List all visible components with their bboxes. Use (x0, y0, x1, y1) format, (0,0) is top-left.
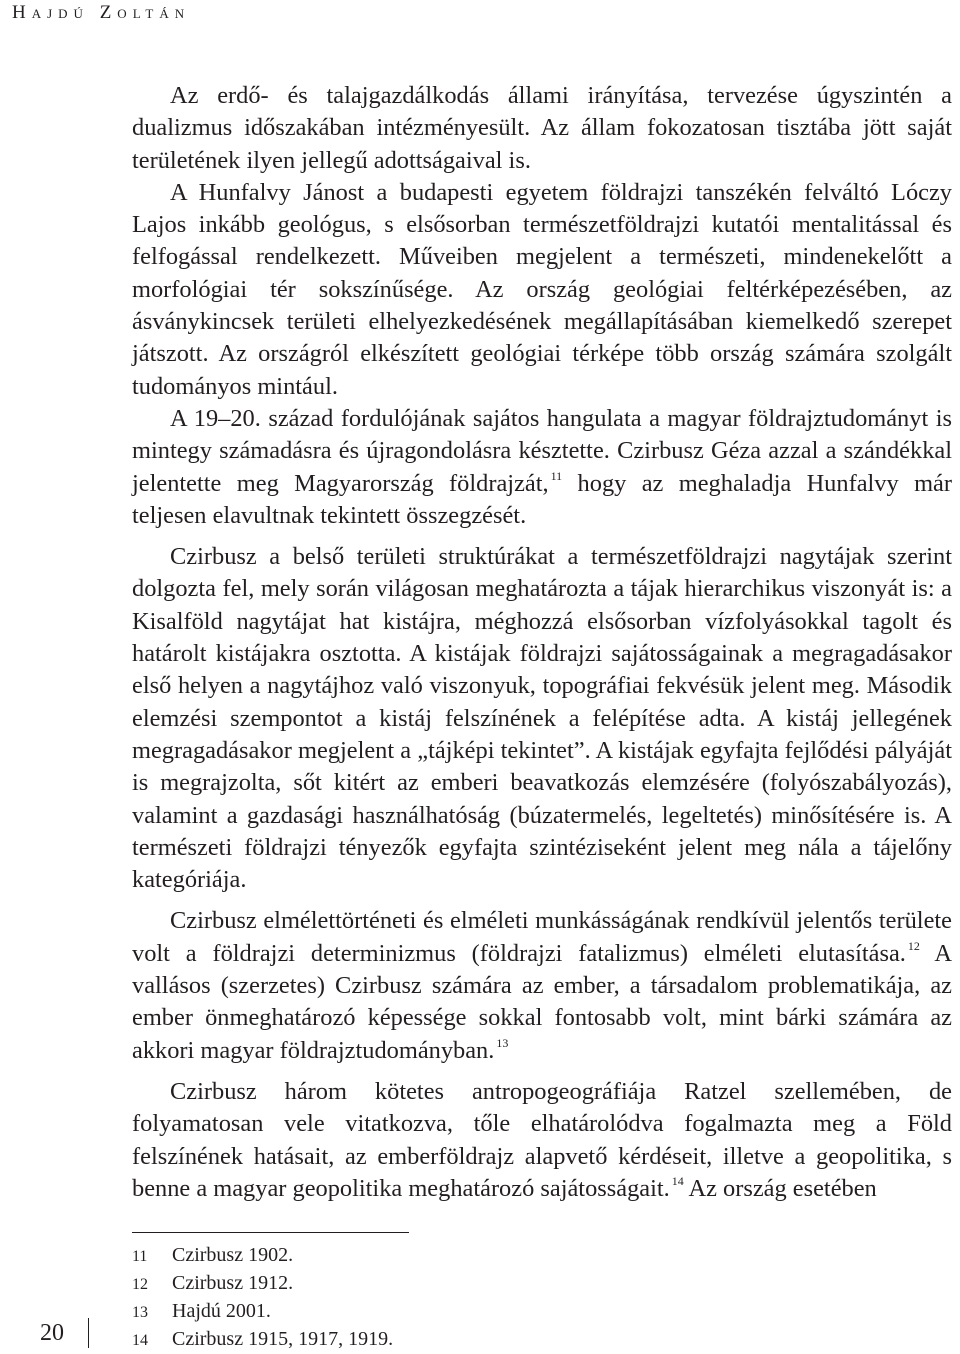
footnote-ref-14[interactable]: 14 (671, 1173, 684, 1188)
paragraph-5-text-a: Czirbusz elmélettörténeti és elméleti munkásságának rendkívül jelentős területe volt a földrajzi determinizmus (földrajzi fatalizmus) elméleti elutasítása. (132, 907, 952, 967)
footnote-item (132, 1326, 393, 1354)
footnote-text: Czirbusz 1915, 1917, 1919. (172, 1328, 394, 1350)
footnote-number: 11 (132, 1248, 148, 1265)
paragraph-3 (132, 403, 952, 532)
paragraph-6-text-b: Az ország esetében (683, 1174, 877, 1202)
paragraph-6 (132, 1076, 952, 1205)
paragraph-2: A Hunfalvy Jánost a budapesti egyetem földrajzi tanszékén felváltó Lóczy Lajos inkább geológus, s elsősorban természetföldrajzi kutatói mentalitással és felfogással rendelkezett. Műveiben megjelent a természeti, mindenekelőtt a morfológiai tér sokszínűsége. Az ország geológiai feltérképezésében, az ásványkincsek területi elhelyezkedésének megállapításában kiemelkedő szerepet játszott. Az országról elkészített geológiai térképe több ország számára szolgált tudományos mintául. (132, 178, 952, 400)
paragraph-4: Czirbusz a belső területi struktúrákat a természetföldrajzi nagytájak szerint dolgozta fel, mely során világosan meghatározta a tájak hierarchikus viszonyát is: a Kisalföld nagytájat hat kistájra, méghozzá elsősorban vízfolyásokkal tagolt és határolt kistájakra osztotta. A kistájak földrajzi sajátosságainak a megragadásakor első helyen a nagytájhoz való viszonyuk, topográfiai fekvésük jelent meg. Második elemzési szempontot a kistáj felszínének a felépítése adta. A kistáj jellegének megragadásakor megjelent a „tájképi tekintet”. A kistájak egyfajta fejlődési pályáját is megrajzolta, sőt kitért az emberi beavatkozás elemzésére (folyószabályozás), valamint a gazdasági használhatóság (búzatermelés, legeltetés) minősítésére is. A természeti földrajzi tényezők egyfajta szintéziseként jelent meg nála a tájelőny kategóriája. (132, 543, 952, 894)
paragraph-5 (132, 905, 952, 1066)
footnote-ref-12[interactable]: 12 (907, 938, 920, 953)
paragraph-3-text-a: A 19–20. század fordulójának sajátos hangulata a magyar földrajztudományt is mintegy számadásra és újragondolásra késztette. Czirbusz Géza azzal a szándékkal jelentette meg Magyarország földrajzát, (132, 404, 952, 497)
footnote-number: 14 (132, 1332, 148, 1349)
footnote-text: Czirbusz 1902. (172, 1244, 294, 1266)
footnote-text: Hajdú 2001. (172, 1300, 271, 1322)
footnote-item (132, 1298, 393, 1326)
footnote-number: 12 (132, 1276, 148, 1293)
page-number: 20 (40, 1320, 64, 1346)
footnote-number: 13 (132, 1304, 148, 1321)
footnote-item (132, 1270, 393, 1298)
paragraph-3-text-b: hogy az meghaladja Hunfalvy már teljesen elavultnak tekintett összegzését. (132, 469, 952, 529)
footnote-ref-13[interactable]: 13 (496, 1035, 509, 1050)
running-head: Hajdú Zoltán (12, 2, 191, 23)
footnote-item (132, 1242, 393, 1270)
footnote-divider (132, 1232, 409, 1233)
footnotes (132, 1242, 393, 1354)
paragraph-5-text-b: A vallásos (szerzetes) Czirbusz számára az ember, a társadalom problematikája, az ember önmeghatározó képessége sokkal fontosabb volt, mint bárki számára az akkori magyar földrajztudományban. (132, 939, 952, 1064)
footnote-ref-11[interactable]: 11 (550, 468, 563, 483)
body-text (132, 80, 952, 1205)
paragraph-6-text-a: Czirbusz három kötetes antropogeográfiája Ratzel szellemében, de folyamatosan vele vitatkozva, tőle elhatárolódva fogalmazta meg a Föld felszínének hatásait, az emberföldrajz alapvető kérdéseit, illetve a geopolitika, s benne a magyar geopolitika meghatározó sajátosságait. (132, 1077, 952, 1202)
paragraph-1: Az erdő- és talajgazdálkodás állami irányítása, tervezése úgyszintén a dualizmus időszakában intézményesült. Az állam fokozatosan tisztába jött saját területének ilyen jellegű adottságaival is. (132, 82, 952, 174)
footnote-text: Czirbusz 1912. (172, 1272, 294, 1294)
page-number-rule (88, 1318, 89, 1348)
